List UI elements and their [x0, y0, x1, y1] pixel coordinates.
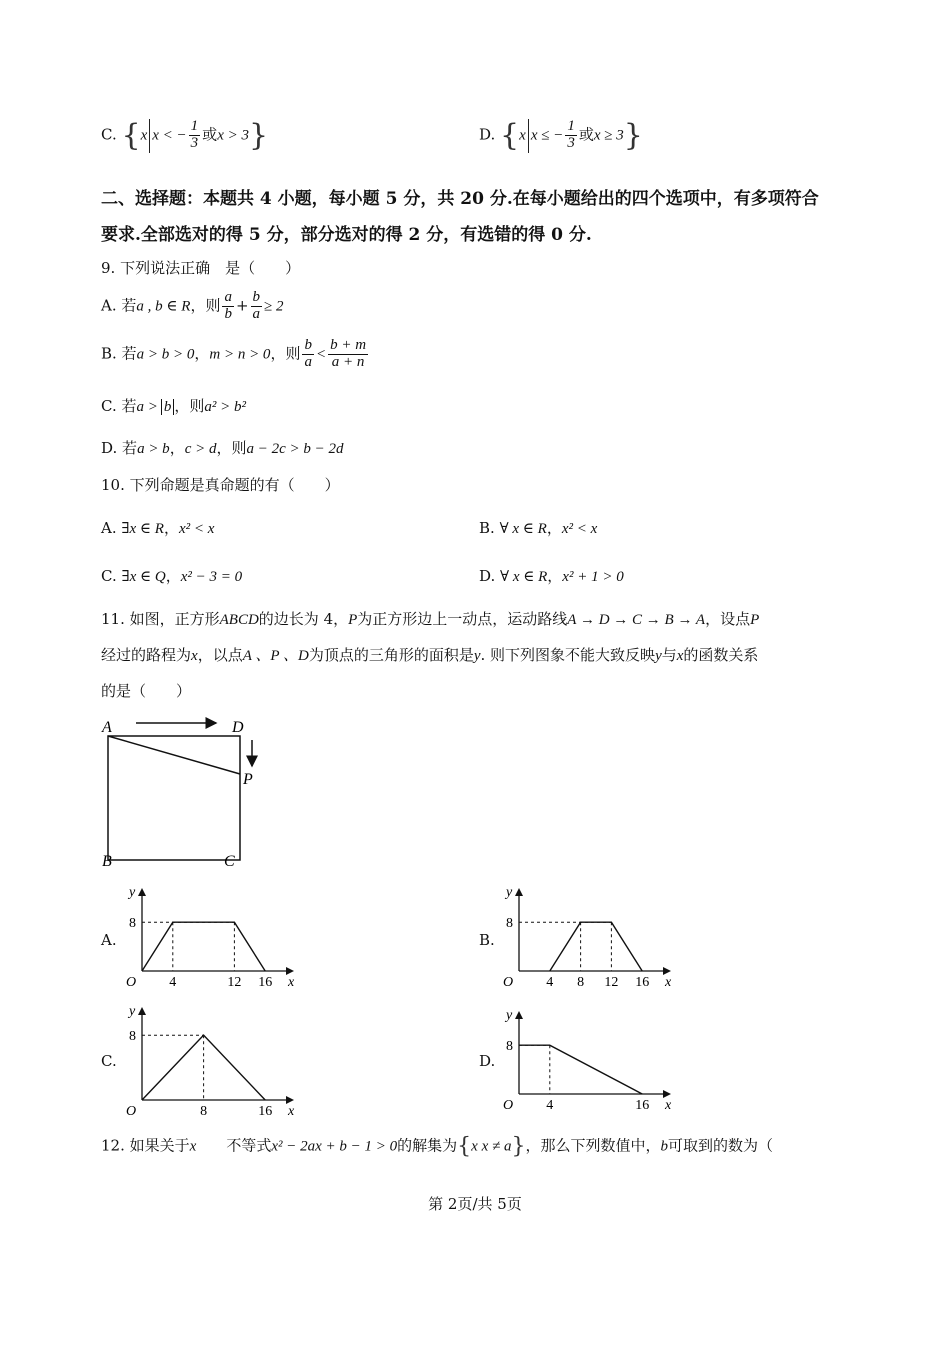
x-axis-arrow: [286, 967, 294, 975]
label-p: P: [243, 771, 253, 788]
q10-stem: 10. 下列命题是真命题的有（ ）: [101, 476, 340, 494]
q11-line2: 经过的路程为x，以点A 、P 、D为顶点的三角形的面积是y. 则下列图象不能大致反映y与x的函数关系: [101, 646, 759, 664]
origin-label: O: [126, 1104, 137, 1118]
graph-c-label: C.: [101, 1052, 117, 1070]
graph-b-label: B.: [479, 931, 495, 949]
x-tick-label: 4: [546, 975, 554, 990]
q10-option-d: D. ∀ x ∈ R，x² + 1 > 0: [479, 567, 624, 585]
q12-text: 12. 如果关于x 不等式x² − 2ax + b − 1 > 0的解集为{x x ≠ a}，那么下列数值中，b可取到的数为（: [101, 1134, 773, 1159]
section-heading-line2: 要求.全部选对的得 5 分，部分选对的得 2 分，有选错的得 0 分.: [101, 225, 592, 245]
y-tick-label: 8: [506, 1039, 513, 1055]
q10-option-a: A. ∃x ∈ R，x² < x: [101, 519, 215, 537]
x-tick-label: 16: [635, 1098, 650, 1113]
y-axis-arrow: [138, 888, 146, 896]
q8-option-d: D. {x x ≤ − $\frac{1}{3}$ 或x ≥ 3}: [479, 118, 643, 153]
x-tick-label: 4: [546, 1098, 554, 1113]
square-figure: [98, 712, 268, 872]
section-heading-line1: 二、选择题：本题共 4 小题，每小题 5 分，共 20 分.在每小题给出的四个选项中，有多项符合: [101, 189, 819, 209]
function-line: [142, 922, 265, 971]
x-tick-label: 12: [227, 975, 242, 990]
y-axis-arrow: [515, 1011, 523, 1019]
y-tick-label: 8: [129, 1029, 136, 1045]
q11-line1: 11. 如图，正方形ABCD的边长为 4，P为正方形边上一动点，运动路线A → D → C → B → A，设点P: [101, 610, 760, 628]
x-tick-label: 8: [577, 975, 585, 990]
function-line: [519, 1045, 642, 1094]
label-a: A: [102, 719, 112, 736]
label-c: C: [224, 853, 235, 870]
y-tick-label: 8: [129, 916, 136, 932]
x-tick-label: 16: [258, 975, 273, 990]
x-tick-label: 16: [635, 975, 650, 990]
q10-option-b: B. ∀ x ∈ R，x² < x: [479, 519, 598, 537]
origin-label: O: [503, 975, 514, 990]
y-axis-arrow: [515, 888, 523, 896]
label-b: B: [102, 853, 112, 870]
x-axis-arrow: [286, 1096, 294, 1104]
graph-a: [120, 884, 300, 994]
q9-option-a: A. 若a , b ∈ R，则 $\frac{a}{b}$ + $\frac{b}{a}$ ≥ 2: [101, 289, 284, 322]
label-d: D: [232, 719, 244, 736]
x-tick-label: 8: [200, 1104, 208, 1118]
x-axis-label: x: [665, 975, 672, 990]
x-axis-label: x: [288, 975, 295, 990]
x-axis-label: x: [665, 1098, 672, 1113]
y-axis-label: y: [129, 1004, 136, 1019]
q8-option-c: C. {x x < − $\frac{1}{3}$ 或x > 3}: [101, 118, 269, 153]
q9-option-d: D. 若a > b，c > d，则a − 2c > b − 2d: [101, 439, 344, 457]
graph-c: [120, 1003, 300, 1118]
y-axis-label: y: [129, 885, 136, 900]
x-axis-label: x: [288, 1104, 295, 1118]
y-axis-arrow: [138, 1007, 146, 1015]
x-tick-label: 16: [258, 1104, 273, 1118]
q9-option-c: C. 若a > b ，则a² > b²: [101, 397, 247, 415]
graph-a-label: A.: [101, 931, 117, 949]
page-footer: 第 2页/共 5页: [428, 1195, 522, 1213]
origin-label: O: [503, 1098, 514, 1113]
graph-b: [497, 884, 677, 994]
q9-stem: 9. 下列说法正确 是（ ）: [101, 259, 301, 277]
y-axis-label: y: [506, 885, 513, 900]
y-axis-label: y: [506, 1008, 513, 1023]
x-tick-label: 4: [169, 975, 177, 990]
x-axis-arrow: [663, 1090, 671, 1098]
y-tick-label: 8: [506, 916, 513, 932]
origin-label: O: [126, 975, 137, 990]
graph-d: [497, 1007, 677, 1117]
segment-ap: [108, 736, 240, 774]
graph-d-label: D.: [479, 1052, 496, 1070]
q11-line3: 的是（ ）: [101, 682, 192, 700]
q9-option-b: B. 若a > b > 0，m > n > 0，则 $\frac{b}{a}$ < $\frac{b + m}{a + n}$: [101, 337, 367, 370]
x-tick-label: 12: [604, 975, 619, 990]
x-axis-arrow: [663, 967, 671, 975]
function-line: [550, 922, 642, 971]
q10-option-c: C. ∃x ∈ Q，x² − 3 = 0: [101, 567, 243, 585]
